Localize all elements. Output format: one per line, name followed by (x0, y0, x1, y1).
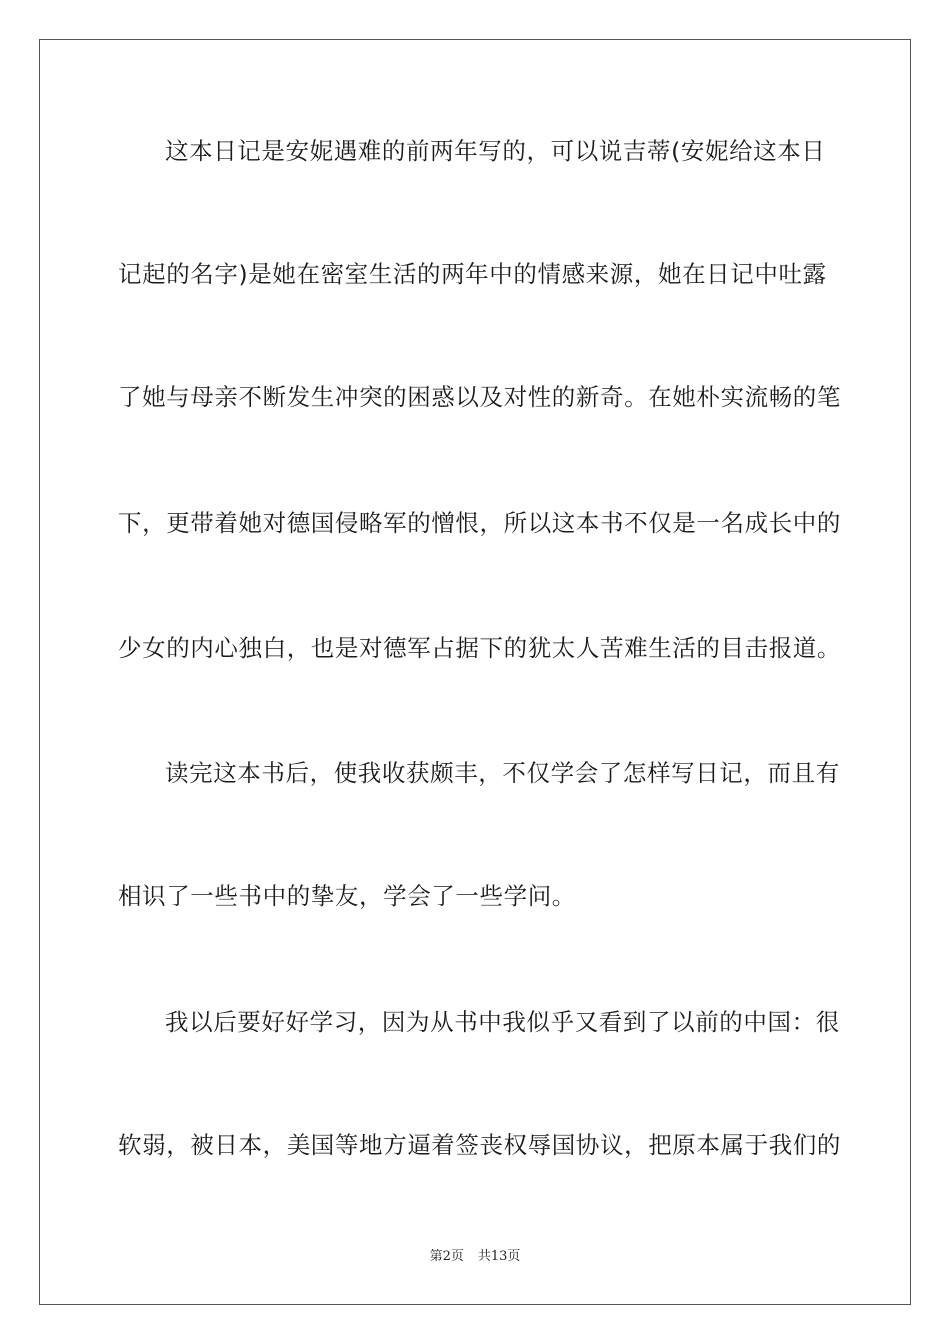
page-number: 第2页 (429, 1249, 464, 1264)
paragraph-2-line-1: 读完这本书后，使我收获颇丰，不仅学会了怎样写日记，而且有 (165, 759, 840, 787)
page-total: 共13页 (477, 1249, 521, 1264)
paragraph-2-line-2: 相识了一些书中的挚友，学会了一些学问。 (118, 882, 576, 910)
paragraph-1-line-3: 了她与母亲不断发生冲突的困惑以及对性的新奇。在她朴实流畅的笔 (118, 383, 841, 411)
paragraph-1-line-4: 下，更带着她对德国侵略军的憎恨，所以这本书不仅是一名成长中的 (118, 509, 841, 537)
paragraph-1-line-5: 少女的内心独白，也是对德军占据下的犹太人苦难生活的目击报道。 (118, 634, 841, 662)
paragraph-1-line-2: 记起的名字)是她在密室生活的两年中的情感来源，她在日记中吐露 (118, 260, 827, 288)
page-footer (0, 1248, 950, 1266)
paragraph-3-line-2: 软弱，被日本，美国等地方逼着签丧权辱国协议，把原本属于我们的 (118, 1131, 841, 1159)
paragraph-3-line-1: 我以后要好好学习，因为从书中我似乎又看到了以前的中国：很 (165, 1008, 840, 1036)
paragraph-1-line-1: 这本日记是安妮遇难的前两年写的，可以说吉蒂(安妮给这本日 (165, 137, 826, 165)
page-border (39, 39, 911, 1305)
